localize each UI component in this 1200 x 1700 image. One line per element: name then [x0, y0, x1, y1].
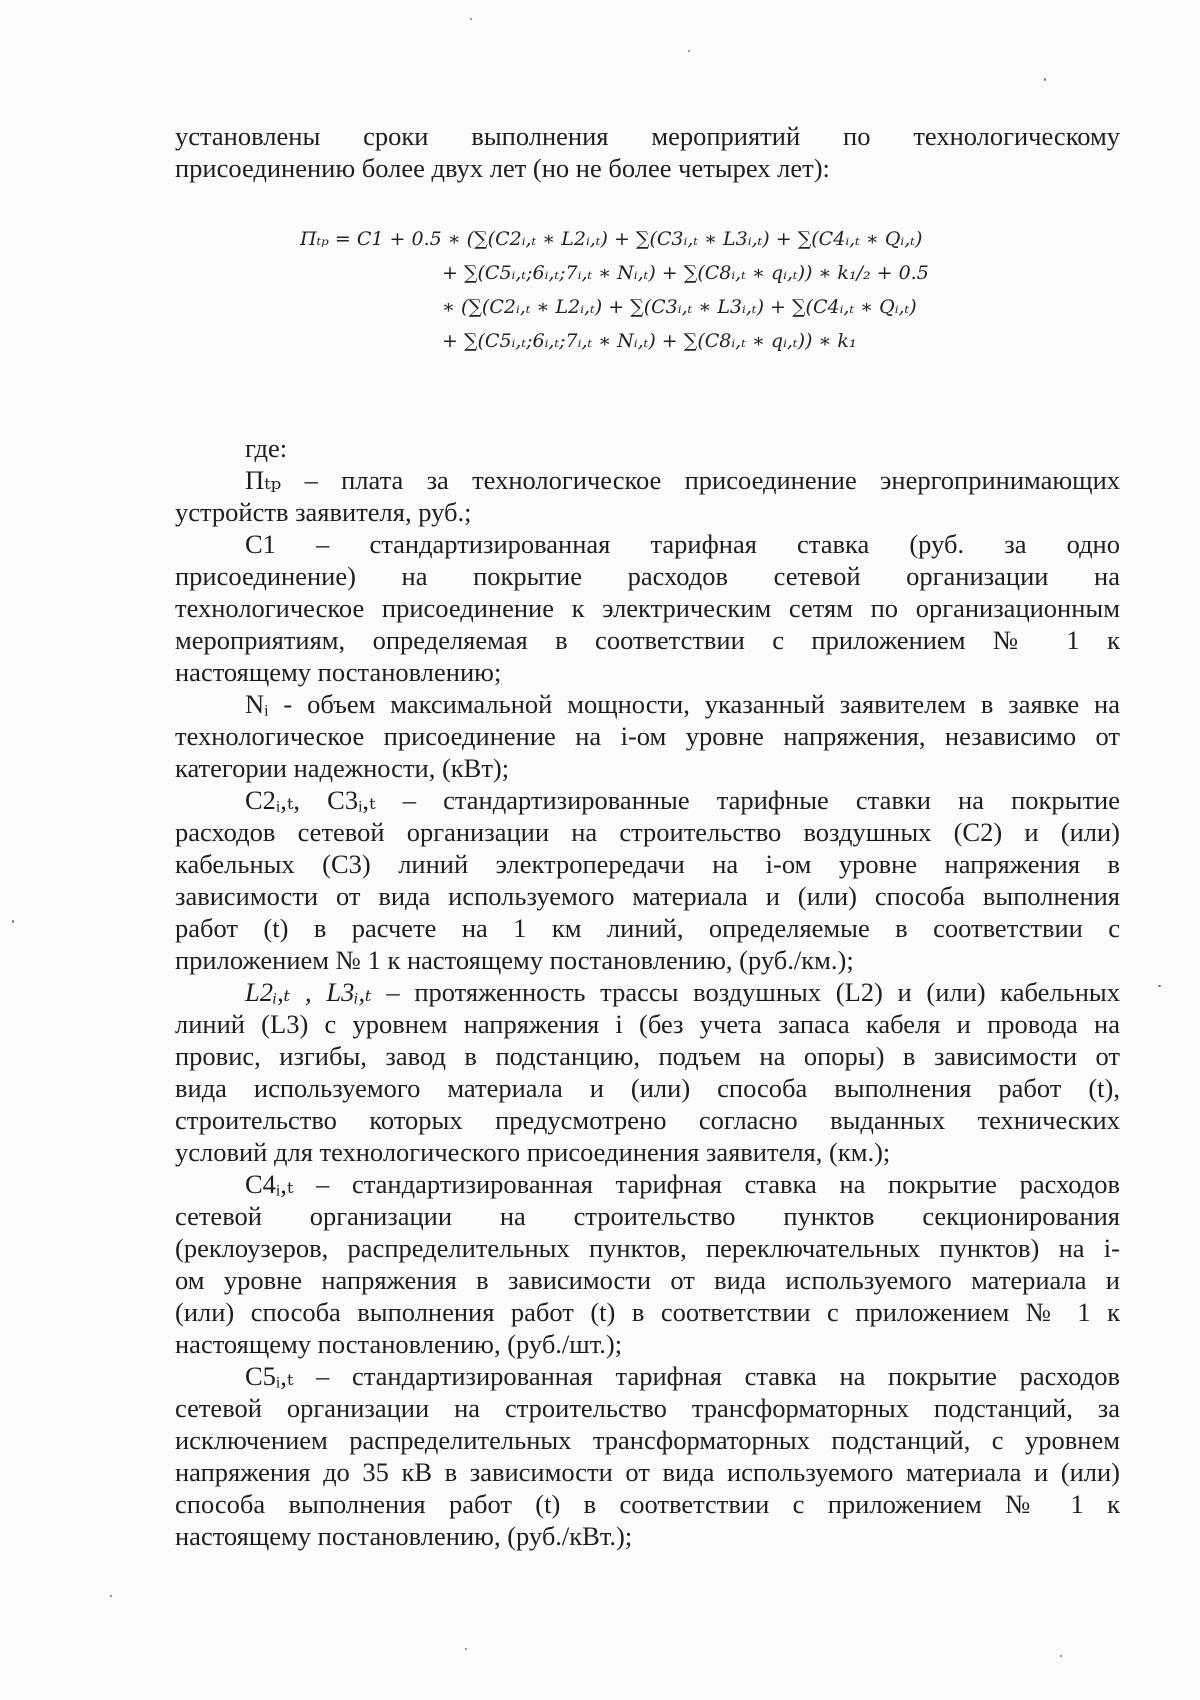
formula-block: [300, 222, 1020, 358]
def-ni-line: категории надежности, (кВт);: [175, 753, 510, 783]
def-ptp-line: устройств заявителя, руб.;: [175, 497, 472, 527]
intro-paragraph: [175, 120, 1120, 184]
def-c2c3-line: приложением № 1 к настоящему постановлению, (руб./км.);: [175, 945, 854, 975]
scan-speck: [688, 50, 690, 52]
def-c4-line: сетевой организации на строительство пунктов секционирования: [175, 1201, 1120, 1231]
def-c4-line: ом уровне напряжения в зависимости от вида используемого материала и: [175, 1265, 1120, 1295]
def-c2c3-line: расходов сетевой организации на строительство воздушных (С2) и (или): [175, 817, 1120, 847]
def-l2l3-line: [175, 976, 1120, 1008]
scan-speck: [1158, 985, 1161, 987]
def-c5-line: сетевой организации на строительство трансформаторных подстанций, за: [175, 1393, 1120, 1423]
def-ptp-line: [175, 464, 1120, 496]
def-c2c3-line: зависимости от вида используемого материала и (или) способа выполнения: [175, 881, 1120, 911]
def-c4-line: (или) способа выполнения работ (t) в соответствии с приложением № 1 к: [175, 1297, 1120, 1327]
def-c1-line: технологическое присоединение к электрическим сетям по организационным: [175, 593, 1120, 623]
def-text: – плата за технологическое присоединение энергопринимающих: [304, 465, 1120, 495]
formula-row: + ∑(C5ᵢ,ₜ;6ᵢ,ₜ;7ᵢ,ₜ ∗ Nᵢ,ₜ) + ∑(C8ᵢ,ₜ ∗ qᵢ,ₜ)) ∗ k₁/₂ + 0.5: [442, 262, 929, 284]
def-symbol: L2ᵢ,ₜ , L3ᵢ,ₜ: [245, 977, 372, 1007]
definitions: [175, 432, 1120, 1552]
def-ni-line: Nᵢ - объем максимальной мощности, указанный заявителем в заявке на: [245, 689, 1120, 719]
formula-row: Пₜₚ = C1 + 0.5 ∗ (∑(C2ᵢ,ₜ ∗ L2ᵢ,ₜ) + ∑(C3ᵢ,ₜ ∗ L3ᵢ,ₜ) + ∑(C4ᵢ,ₜ ∗ Qᵢ,ₜ): [300, 228, 923, 250]
def-c2c3-line: работ (t) в расчете на 1 км линий, определяемые в соответствии с: [175, 913, 1120, 943]
def-c1-line: настоящему постановлению;: [175, 657, 502, 687]
where-label: где:: [245, 433, 288, 463]
def-ni-line: технологическое присоединение на i-ом уровне напряжения, независимо от: [175, 721, 1120, 751]
def-l2l3-line: строительство которых предусмотрено согласно выданных технических: [175, 1105, 1120, 1135]
def-c2c3-line: С2ᵢ,ₜ, С3ᵢ,ₜ – стандартизированные тарифные ставки на покрытие: [245, 785, 1120, 815]
scan-speck: [1044, 78, 1046, 81]
scan-speck: [465, 1648, 467, 1650]
def-c2c3-line: кабельных (С3) линий электропередачи на i-ом уровне напряжения в: [175, 849, 1120, 879]
def-c4-line: С4ᵢ,ₜ – стандартизированная тарифная ставка на покрытие расходов: [245, 1169, 1120, 1199]
formula-row: + ∑(C5ᵢ,ₜ;6ᵢ,ₜ;7ᵢ,ₜ ∗ Nᵢ,ₜ) + ∑(C8ᵢ,ₜ ∗ qᵢ,ₜ)) ∗ k₁: [442, 330, 857, 352]
formula-row: ∗ (∑(C2ᵢ,ₜ ∗ L2ᵢ,ₜ) + ∑(C3ᵢ,ₜ ∗ L3ᵢ,ₜ) + ∑(C4ᵢ,ₜ ∗ Qᵢ,ₜ): [442, 296, 917, 318]
def-c5-line: исключением распределительных трансформаторных подстанций, с уровнем: [175, 1425, 1120, 1455]
def-text: – протяженность трассы воздушных (L2) и (или) кабельных: [386, 977, 1120, 1007]
def-l2l3-line: провис, изгибы, завод в подстанцию, подъем на опоры) в зависимости от: [175, 1041, 1120, 1071]
def-l2l3-line: линий (L3) с уровнем напряжения i (без учета запаса кабеля и провода на: [175, 1009, 1120, 1039]
def-c1-line: присоединение) на покрытие расходов сетевой организации на: [175, 561, 1120, 591]
scan-speck: [1060, 1655, 1062, 1657]
def-symbol: Пₜₚ: [245, 465, 282, 495]
def-c4-line: (реклоузеров, распределительных пунктов, переключательных пунктов) на i-: [175, 1233, 1120, 1263]
def-c1-line: мероприятиям, определяемая в соответствии с приложением № 1 к: [175, 625, 1120, 655]
def-c5-line: напряжения до 35 кВ в зависимости от вида используемого материала и (или): [175, 1457, 1120, 1487]
def-c4-line: настоящему постановлению, (руб./шт.);: [175, 1329, 623, 1359]
def-c5-line: С5ᵢ,ₜ – стандартизированная тарифная ставка на покрытие расходов: [245, 1361, 1120, 1391]
def-c5-line: настоящему постановлению, (руб./кВт.);: [175, 1521, 633, 1551]
def-l2l3-line: вида используемого материала и (или) способа выполнения работ (t),: [175, 1073, 1120, 1103]
def-c1-line: С1 – стандартизированная тарифная ставка (руб. за одно: [245, 529, 1120, 559]
def-l2l3-line: условий для технологического присоединения заявителя, (км.);: [175, 1137, 891, 1167]
scan-speck: [110, 1595, 112, 1597]
scan-speck: [12, 920, 14, 923]
intro-line: установлены сроки выполнения мероприятий по технологическому: [175, 121, 1120, 151]
def-c5-line: способа выполнения работ (t) в соответствии с приложением № 1 к: [175, 1489, 1120, 1519]
intro-line: присоединению более двух лет (но не более четырех лет):: [175, 153, 830, 183]
scan-speck: [470, 18, 472, 20]
